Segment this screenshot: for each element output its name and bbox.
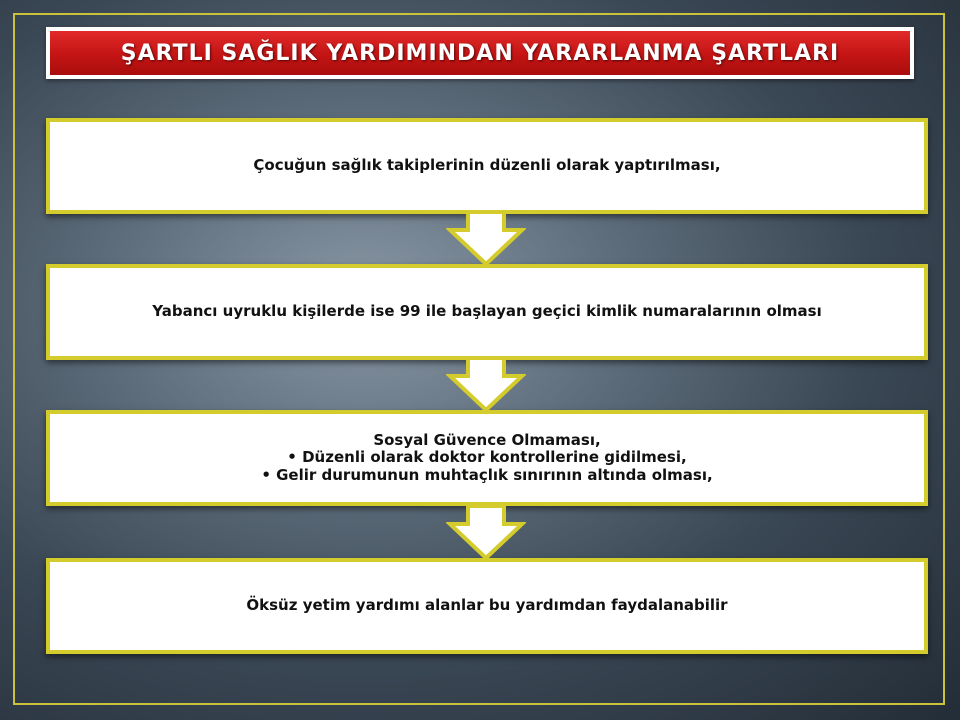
step-box-1 xyxy=(46,118,928,214)
step-3-bullet-2: • Gelir durumunun muhtaçlık sınırının altında olması, xyxy=(261,465,713,484)
step-box-3 xyxy=(46,410,928,506)
step-3-heading: Sosyal Güvence Olmaması, xyxy=(373,431,601,450)
title-banner-fill xyxy=(50,31,910,75)
step-2-text: Yabancı uyruklu kişilerde ise 99 ile başlayan geçici kimlik numaralarının olması xyxy=(152,302,822,321)
step-1-text: Çocuğun sağlık takiplerinin düzenli olarak yaptırılması, xyxy=(253,156,721,175)
step-3-bullet-1: • Düzenli olarak doktor kontrollerine gidilmesi, xyxy=(287,448,687,467)
down-arrow-2 xyxy=(446,356,526,412)
step-4-text: Öksüz yetim yardımı alanlar bu yardımdan faydalanabilir xyxy=(246,596,728,615)
step-3-content xyxy=(261,432,712,484)
title-banner xyxy=(46,27,914,79)
step-box-4 xyxy=(46,558,928,654)
down-arrow-3 xyxy=(446,504,526,560)
step-box-2 xyxy=(46,264,928,360)
down-arrow-1 xyxy=(446,210,526,266)
slide-title: ŞARTLI SAĞLIK YARDIMINDAN YARARLANMA ŞARTLARI xyxy=(120,40,840,66)
